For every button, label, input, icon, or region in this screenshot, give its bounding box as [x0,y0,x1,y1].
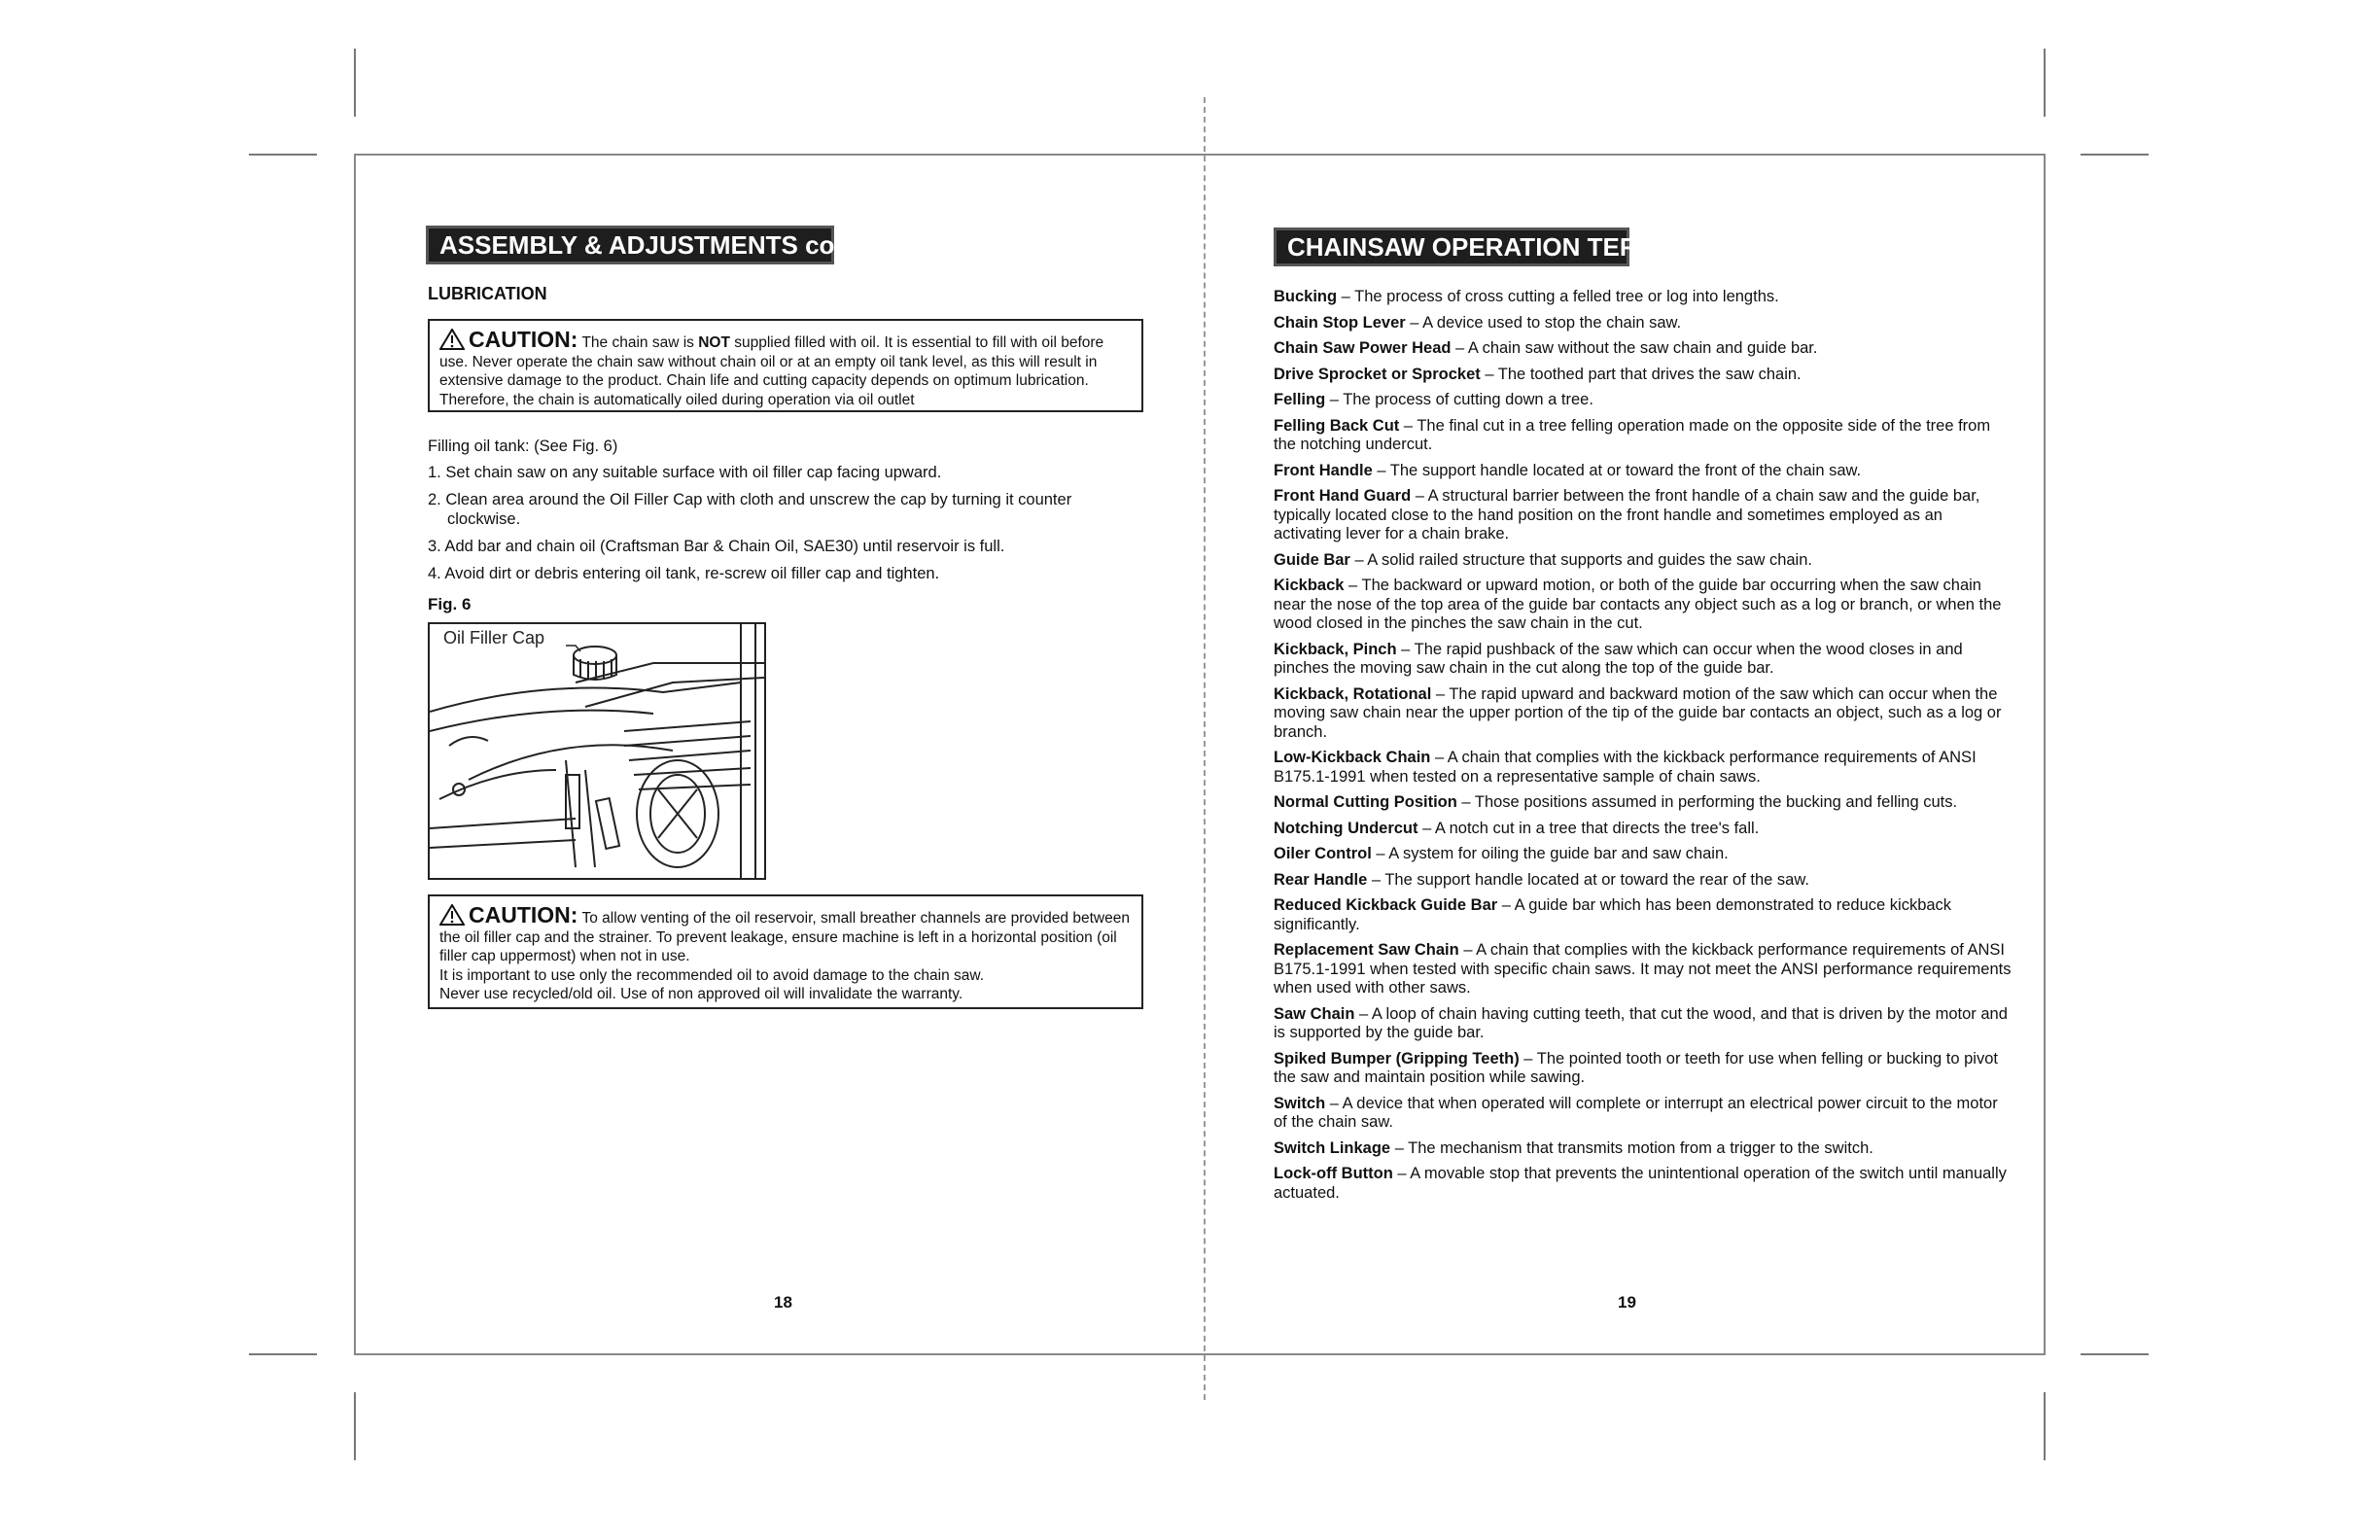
term-name: Low-Kickback Chain [1274,749,1431,766]
right-page-header: CHAINSAW OPERATION TERMS [1274,228,1629,266]
term-entry [1274,314,2012,333]
term-definition: – A chain that complies with the kickback performance requirements of ANSI B175.1-1991 when tested on a representative sample of chain saws. [1274,749,1977,786]
crop-mark [249,1353,317,1355]
term-name: Front Handle [1274,461,1373,479]
term-name: Kickback [1274,577,1345,594]
chainsaw-illustration [430,624,764,878]
crop-mark [2081,1353,2149,1355]
term-definition: – A device used to stop the chain saw. [1405,313,1682,332]
term-name: Front Hand Guard [1274,487,1412,505]
term-name: Lock-off Button [1274,1165,1393,1182]
section-title-lubrication: LUBRICATION [428,284,547,303]
term-entry [1274,1095,2012,1133]
term-definition: – A chain saw without the saw chain and guide bar. [1451,339,1818,357]
oil-filler-cap-callout: Oil Filler Cap [443,628,545,648]
term-definition: – The toothed part that drives the saw chain. [1480,365,1802,383]
filling-intro: Filling oil tank: (See Fig. 6) [428,438,618,455]
term-name: Guide Bar [1274,550,1350,569]
term-name: Normal Cutting Position [1274,793,1457,811]
caution-box-2 [428,894,1143,1009]
caution-text: To allow venting of the oil reservoir, small breather channels are provided between the oil filler cap and the strainer. To prevent leakage, ensure machine is left in a horizontal position (oil filler cap uppermost) when not in use. [439,910,1130,964]
term-entry [1274,845,2012,864]
term-entry [1274,551,2012,571]
caution-text: Never use recycled/old oil. Use of non approved oil will invalidate the warranty. [439,986,963,1002]
term-entry [1274,1050,2012,1088]
term-name: Rear Handle [1274,870,1368,889]
term-name: Felling Back Cut [1274,416,1400,435]
crop-mark [2081,154,2149,156]
filling-steps-list [428,463,1108,591]
term-definition: – A solid railed structure that supports and guides the saw chain. [1349,550,1812,569]
term-entry [1274,941,2012,998]
term-entry [1274,685,2012,743]
term-entry [1274,896,2012,934]
term-definition: – A system for oiling the guide bar and saw chain. [1371,845,1729,862]
term-definition: – The final cut in a tree felling operation made on the opposite side of the tree from the notching undercut. [1274,416,1991,453]
step-item: 3. Add bar and chain oil (Craftsman Bar & Chain Oil, SAE30) until reservoir is full. [428,538,1005,555]
caution-text: It is important to use only the recommended oil to avoid damage to the chain saw. [439,966,985,984]
caution-box-1 [428,319,1143,412]
warning-triangle-icon [439,904,465,926]
term-definition: – A device that when operated will complete or interrupt an electrical power circuit to the motor of the chain saw. [1274,1094,1998,1131]
term-name: Drive Sprocket or Sprocket [1274,365,1481,383]
warning-triangle-icon [439,329,465,350]
caution-text: The chain saw is [581,334,699,351]
crop-mark [354,1392,356,1460]
operation-terms-list [1274,288,2012,1209]
term-entry [1274,339,2012,359]
term-entry [1274,288,2012,307]
term-definition: – A notch cut in a tree that directs the tree's fall. [1418,819,1760,837]
crop-mark [2044,49,2046,117]
term-entry [1274,820,2012,839]
term-definition: – Those positions assumed in performing the bucking and felling cuts. [1456,793,1958,811]
caution-title: CAUTION: [469,902,578,928]
step-item: 1. Set chain saw on any suitable surface with oil filler cap facing upward. [428,464,942,481]
term-name: Spiked Bumper (Gripping Teeth) [1274,1049,1520,1068]
term-name: Kickback, Pinch [1274,640,1397,658]
term-definition: – A guide bar which has been demonstrated to reduce kickback significantly. [1274,896,1952,933]
term-entry [1274,749,2012,787]
term-definition: – The pointed tooth or teeth for use when felling or bucking to pivot the saw and maintain position while sawing. [1274,1049,1998,1086]
crop-mark [249,154,317,156]
crop-mark [354,49,356,117]
term-name: Chain Stop Lever [1274,313,1406,332]
term-entry [1274,1165,2012,1203]
term-entry [1274,641,2012,679]
term-definition: – The rapid pushback of the saw which can occur when the wood closes in and pinches the moving saw chain in the cut along the top of the guide bar. [1274,640,1963,677]
term-name: Replacement Saw Chain [1274,941,1459,959]
step-item: 4. Avoid dirt or debris entering oil tank, re-screw oil filler cap and tighten. [428,565,940,582]
term-definition: – The support handle located at or toward the rear of the saw. [1367,870,1809,889]
caution-emphasis: NOT [698,334,730,351]
term-definition: – The rapid upward and backward motion of the saw which can occur when the moving saw chain near the upper portion of the tip of the guide bar contacts an object, such as a log or branch. [1274,684,2002,741]
term-name: Switch Linkage [1274,1138,1391,1157]
term-definition: – A structural barrier between the front handle of a chain saw and the guide bar, typically located close to the hand position on the front handle and sometimes employed as an activating lever for a chain brake. [1274,487,1980,542]
page-number-right: 19 [1618,1293,1636,1312]
left-page-header: ASSEMBLY & ADJUSTMENTS cont. [426,226,834,264]
term-definition: – A loop of chain having cutting teeth, that cut the wood, and that is driven by the motor and is supported by the guide bar. [1274,1004,2008,1041]
term-definition: – The process of cross cutting a felled tree or log into lengths. [1337,288,1779,305]
term-name: Notching Undercut [1274,819,1418,837]
term-entry [1274,793,2012,813]
term-entry [1274,462,2012,481]
step-item: 2. Clean area around the Oil Filler Cap with cloth and unscrew the cap by turning it counter clockwise. [428,491,1072,528]
term-entry [1274,577,2012,634]
term-definition: – The process of cutting down a tree. [1325,391,1593,408]
term-name: Chain Saw Power Head [1274,339,1452,357]
term-entry [1274,1139,2012,1159]
figure-6-oil-filler-cap [428,622,766,880]
term-entry [1274,417,2012,455]
term-definition: – A chain that complies with the kickback performance requirements of ANSI B175.1-1991 when tested with specific chain saws. It may not meet the ANSI performance requirements when used with other saws. [1274,941,2012,997]
caution-title: CAUTION: [469,327,578,352]
term-name: Kickback, Rotational [1274,684,1432,703]
term-entry [1274,366,2012,385]
page-number-left: 18 [774,1293,792,1312]
term-name: Bucking [1274,288,1338,305]
term-name: Felling [1274,391,1326,408]
term-name: Saw Chain [1274,1004,1355,1023]
figure-label: Fig. 6 [428,595,472,613]
term-definition: – The support handle located at or toward the front of the chain saw. [1372,461,1862,479]
term-entry [1274,487,2012,544]
term-entry [1274,391,2012,410]
term-entry [1274,871,2012,891]
caution-text: supplied filled with oil. It is essential to fill with oil before use. Never operate the chain saw without chain oil or at an empty oil tank level, as this will result in extensive damage to the product. Chain life and cutting capacity depends on optimum lubrication. Therefore, the chain is automatically oiled during operation via oil outlet [439,334,1104,408]
crop-mark [2044,1392,2046,1460]
term-definition: – A movable stop that prevents the unintentional operation of the switch until manually actuated. [1274,1165,2007,1202]
term-name: Switch [1274,1094,1326,1112]
center-fold-line [1204,97,1206,1400]
term-name: Oiler Control [1274,845,1372,862]
term-definition: – The mechanism that transmits motion from a trigger to the switch. [1390,1138,1873,1157]
term-entry [1274,1005,2012,1043]
term-definition: – The backward or upward motion, or both of the guide bar occurring when the saw chain near the nose of the top area of the guide bar contacts any object such as a log or branch, or when the wood closed in the pinches the saw chain in the cut. [1274,577,2002,632]
term-name: Reduced Kickback Guide Bar [1274,896,1498,914]
